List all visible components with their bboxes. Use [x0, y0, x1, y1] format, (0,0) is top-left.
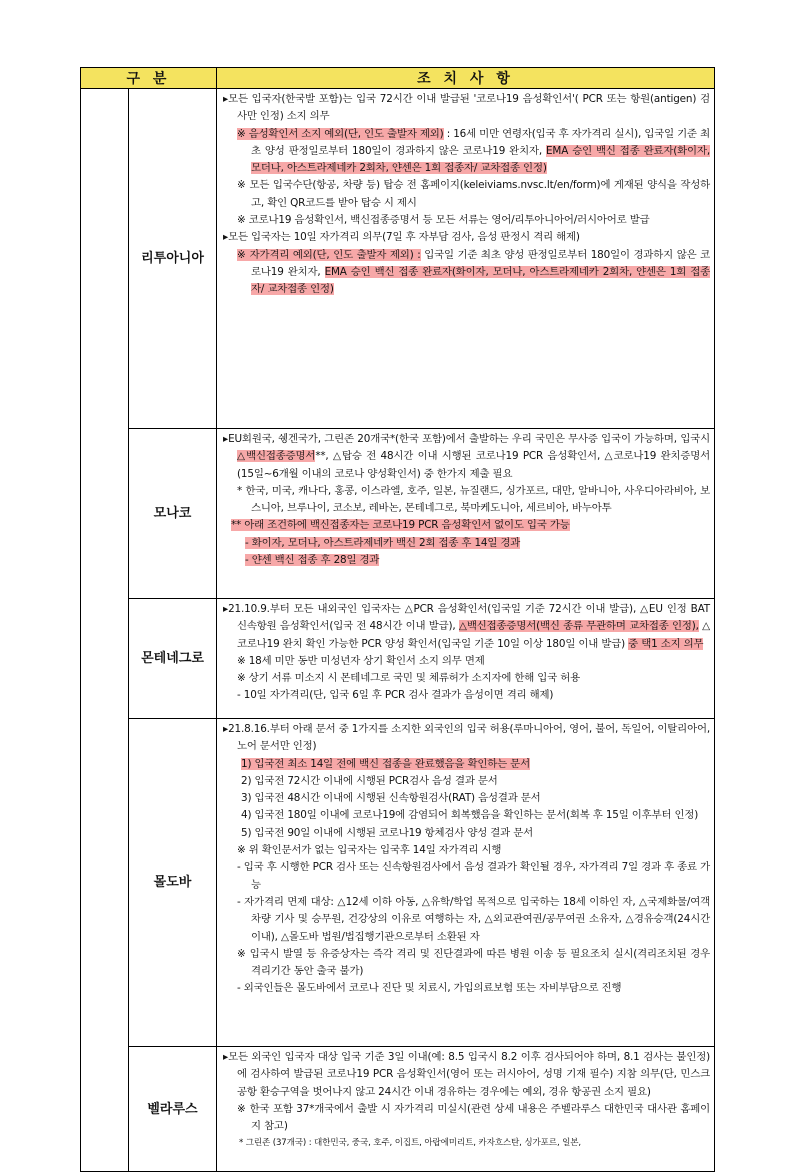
paragraph: - 자가격리 면제 대상: △12세 이하 아동, △유학/학업 목적으로 입국하는 18세 이하인 자, △국제화물/여객차량 기사 및 승무원, 건강상의 이유로 여행하는 자, △외교관여권/공무여권 소유자, △경유승객(24시간 이내), △몰도바 법원/법집행기관으로부터 소환된 자 [237, 895, 710, 943]
paragraph: ▸21.8.16.부터 아래 문서 중 1가지를 소지한 외국인의 입국 허용(루마니아어, 영어, 불어, 독일어, 이탈리아어, 노어 문서만 인정) [223, 723, 710, 753]
paragraph: ※ 위 확인문서가 없는 입국자는 입국후 14일 자가격리 시행 [237, 844, 502, 857]
paragraph: 4) 입국전 180일 이내에 코로나19에 감염되어 회복했음을 확인하는 문서(회복 후 15일 이후부터 인정) [241, 809, 699, 822]
paragraph: - 10일 자가격리(단, 입국 6일 후 PCR 검사 결과가 음성이면 격리 해제) [237, 689, 554, 702]
paragraph: 2) 입국전 72시간 이내에 시행된 PCR검사 음성 결과 문서 [241, 774, 498, 787]
highlight: EMA 승인 백신 접종 완료자(화이자, 모더나, 아스트라제네카 2회차, 얀센은 1회 접종자/ 교차접종 인정) [251, 144, 710, 175]
highlight: △백신접종증명서 [237, 450, 316, 463]
paragraph [223, 126, 710, 178]
country-name: 벨라루스 [129, 1047, 217, 1172]
paragraph: ※ 코로나19 음성확인서, 백신접종증명서 등 모든 서류는 영어/리투아니아어/러시아어로 발급 [237, 214, 650, 227]
measures-cell [217, 89, 715, 429]
highlight: 중 택1 소지 의무 [628, 637, 704, 650]
highlight: EMA 승인 백신 접종 완료자(화이자, 모더나, 아스트라제네카 2회차, 얀센은 1회 접종자/ 교차접종 인정) [251, 265, 710, 296]
header-measures: 조 치 사 항 [217, 68, 715, 89]
header-category: 구 분 [81, 68, 217, 89]
paragraph [223, 756, 710, 773]
measures-cell [217, 719, 715, 1047]
measures-cell [217, 429, 715, 599]
paragraph: - 입국 후 시행한 PCR 검사 또는 신속항원검사에서 음성 결과가 확인될 경우, 자가격리 7일 경과 후 종료 가능 [237, 861, 710, 891]
highlight: 1) 입국전 최소 14일 전에 백신 접종을 완료했음을 확인하는 문서 [241, 757, 530, 770]
paragraph: 3) 입국전 48시간 이내에 시행된 신속항원검사(RAT) 음성결과 문서 [241, 792, 541, 805]
text: 입국일 기준 최초 양성 판정일로부터 180일이 경과하지 않은 코로나19 완치자, [251, 248, 710, 278]
paragraph [223, 552, 710, 569]
text: ▸21.10.9.부터 모든 내외국인 입국자는 △PCR 음성확인서(입국일 기준 72시간 이내 발급), △EU 인정 BAT 신속항원 음성확인서(입국 전 48시간 이내 발급), [223, 603, 710, 633]
paragraph: ▸모든 입국자는 10일 자가격리 의무(7일 후 자부담 검사, 음성 판정시 격리 해제) [223, 231, 580, 244]
country-name: 몬테네그로 [129, 599, 217, 719]
paragraph [223, 431, 710, 483]
measures-cell [217, 1047, 715, 1172]
highlight: ※ 음성확인서 소지 예외(단, 인도 출발자 제외) [237, 127, 444, 140]
paragraph: ※ 한국 포함 37*개국에서 출발 시 자가격리 미실시(관련 상세 내용은 주벨라루스 대한민국 대사관 홈페이지 참고) [237, 1102, 710, 1133]
paragraph [223, 517, 710, 534]
paragraph [223, 247, 710, 299]
text: : 16세 미만 연령자(입국 후 자가격리 실시), 입국일 기준 최초 양성 판정일로부터 180일이 경과하지 않은 코로나19 완치자, [251, 127, 710, 157]
table-row [81, 719, 715, 1047]
paragraph [223, 601, 710, 653]
country-name: 모나코 [129, 429, 217, 599]
table-row [81, 429, 715, 599]
highlight: ** 아래 조건하에 백신접종자는 코로나19 PCR 음성확인서 없이도 입국 가능 [231, 519, 570, 532]
measures-cell [217, 599, 715, 719]
measures-table [80, 67, 715, 1172]
text: **, △탑승 전 48시간 이내 시행된 코로나19 PCR 음성확인서, △코로나19 완치증명서(15일~6개월 이내의 코로나 양성확인서) 중 한가지 제출 필요 [237, 450, 711, 480]
paragraph: * 한국, 미국, 캐나다, 홍콩, 이스라엘, 호주, 일본, 뉴질랜드, 싱가포르, 대만, 알바니아, 사우디아라비아, 보스니아, 브루나이, 코소보, 레바논, 몬테네그로, 북마케도니아, 세르비아, 바누아투 [237, 484, 710, 515]
paragraph: ▸모든 외국인 입국자 대상 입국 기준 3일 이내(예: 8.5 입국시 8.2 이후 검사되어야 하며, 8.1 검사는 불인정)에 검사하여 발급된 코로나19 PCR 음성확인서(영어 또는 러시아어, 성명 기재 필수) 지참 의무(단, 민스크 공항 환승구역을 벗어나지 않고 24시간 이내 경유하는 경우에는 예외, 경유 항공권 소지 필요) [223, 1051, 710, 1098]
table-row [81, 89, 715, 429]
paragraph [223, 535, 710, 552]
text: ▸EU회원국, 쉥겐국가, 그린존 20개국*(한국 포함)에서 출발하는 우리 국민은 무사증 입국이 가능하며, 입국시 [223, 433, 710, 445]
region-cell [81, 89, 129, 1172]
highlight: - 얀센 백신 접종 후 28일 경과 [245, 554, 380, 567]
paragraph: ※ 18세 미만 동반 미성년자 상기 확인서 소지 의무 면제 [237, 654, 485, 667]
paragraph: ▸모든 입국자(한국발 포함)는 입국 72시간 이내 발급된 '코로나19 음성확인서'( PCR 또는 항원(antigen) 검사만 인정) 소지 의무 [223, 93, 710, 123]
footnote: * 그린존 (37개국) : 대한민국, 중국, 호주, 이집트, 아랍에미리트, 카자흐스탄, 싱가포르, 일본, [239, 1138, 581, 1149]
paragraph: ※ 입국시 발열 등 유증상자는 즉각 격리 및 진단결과에 따른 병원 이송 등 필요조치 실시(격리조치된 경우 격리기간 동안 출국 불가) [237, 947, 710, 978]
text: △코로나19 완치 확인 가능한 PCR 양성 확인서(입국일 기준 10일 이상 180일 이내 발급) [237, 620, 710, 650]
table-header-row [81, 68, 715, 89]
highlight: △백신접종증명서(백신 종류 무관하며 교차접종 인정), [458, 620, 699, 633]
country-name: 몰도바 [129, 719, 217, 1047]
table-row [81, 1047, 715, 1172]
highlight: - 화이자, 모더나, 아스트라제네카 백신 2회 접종 후 14일 경과 [245, 536, 521, 549]
paragraph: ※ 모든 입국수단(항공, 차량 등) 탑승 전 홈페이지(keleiviams.nvsc.lt/en/form)에 게재된 양식을 작성하고, 확인 QR코드를 받아 탑승 시 제시 [237, 179, 710, 209]
country-name: 리투아니아 [129, 89, 217, 429]
highlight: ※ 자가격리 예외(단, 인도 출발자 제외) : [237, 248, 421, 261]
paragraph: ※ 상기 서류 미소지 시 몬테네그로 국민 및 체류허가 소지자에 한해 입국 허용 [237, 672, 581, 685]
paragraph: - 외국인들은 몰도바에서 코로나 진단 및 치료시, 가입의료보험 또는 자비부담으로 진행 [237, 982, 622, 995]
paragraph: 5) 입국전 90일 이내에 시행된 코로나19 항체검사 양성 결과 문서 [241, 826, 533, 839]
table-row [81, 599, 715, 719]
